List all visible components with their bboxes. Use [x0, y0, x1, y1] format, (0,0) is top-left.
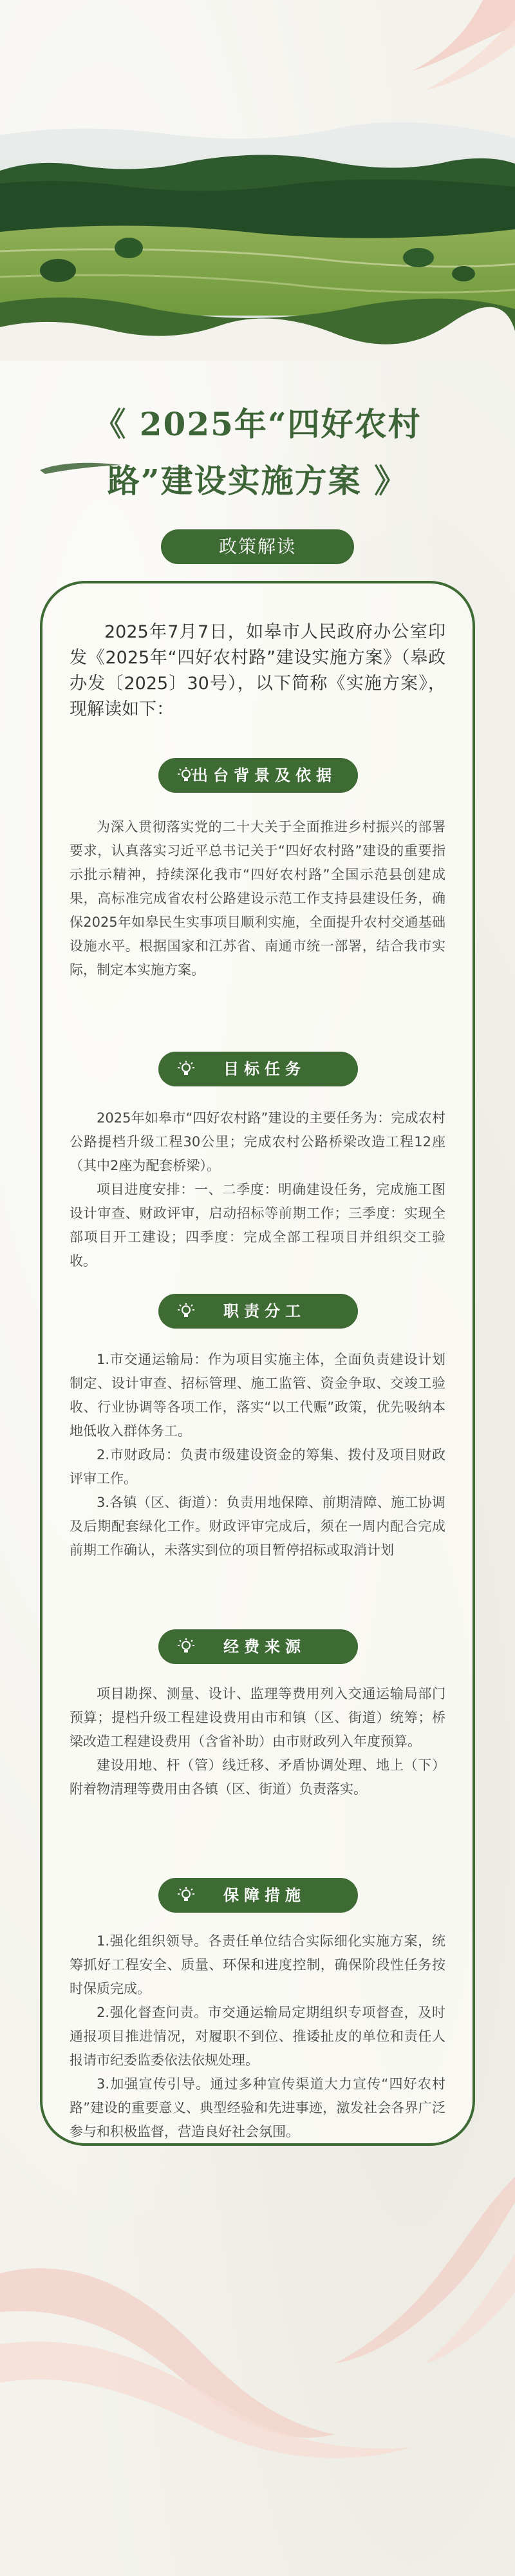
title-line-1: 《 2025年“四好农村	[93, 405, 422, 443]
section-heading-funding	[158, 1629, 358, 1664]
paragraph: 为深入贯彻落实党的二十大关于全面推进乡村振兴的部署要求，认真落实习近平总书记关于“四好农村路”建设的重要指示批示精神，持续深化我市“四好农村路”全国示范县创建成果，高标准完成省农村公路建设示范工作支持县建设任务，确保2025年如皋民生实事项目顺利实施，全面提升农村交通基础设施水平。根据国家和江苏省、南通市统一部署，结合我市实际，制定本实施方案。	[70, 819, 445, 978]
lightbulb-icon	[176, 1637, 196, 1656]
subtitle-badge: 政策解读	[161, 529, 354, 564]
paragraph: 项目进度安排：一、二季度：明确建设任务，完成施工图设计审查、财政评审，启动招标等前期工作；三季度：实现全部项目开工建设；四季度：完成全部工程项目并组织交工验收。	[70, 1182, 445, 1269]
paragraph: 1.强化组织领导。各责任单位结合实际细化实施方案，统筹抓好工程安全、质量、环保和进度控制，确保阶段性任务按时保质完成。	[70, 1933, 445, 1996]
intro-text: 2025年7月7日，如皋市人民政府办公室印发《2025年“四好农村路”建设实施方案》（皋政办发〔2025〕30号），以下简称《实施方案》，现解读如下：	[70, 622, 445, 719]
ribbon-decoration-bottom	[0, 2177, 515, 2473]
section-heading-label: 目标任务	[223, 1060, 306, 1078]
ribbon-decoration-top	[373, 0, 515, 97]
paragraph: 3.各镇（区、街道）：负责用地保障、前期清障、施工协调及后期配套绿化工作。财政评审完成后，须在一周内配合完成前期工作确认，未落实到位的项目暂停招标或取消计划	[70, 1495, 445, 1558]
lightbulb-icon	[176, 1059, 196, 1079]
section-heading-duties	[158, 1294, 358, 1329]
paragraph: 1.市交通运输局：作为项目实施主体，全面负责建设计划制定、设计审查、招标管理、施工监管、资金争取、交竣工验收、行业协调等各项工作，落实“以工代赈”政策，优先吸纳本地低收入群体务工。	[70, 1352, 445, 1439]
brush-swoosh-decoration	[39, 459, 122, 475]
section-heading-safeguards	[158, 1878, 358, 1913]
lightbulb-icon	[176, 766, 196, 785]
section-body-funding	[70, 1682, 445, 1801]
paragraph: 建设用地、杆（管）线迁移、矛盾协调处理、地上（下）附着物清理等费用由各镇（区、街道）负责落实。	[70, 1757, 445, 1797]
section-heading-label: 保障措施	[223, 1886, 306, 1904]
lightbulb-icon	[176, 1886, 196, 1905]
section-heading-label: 职责分工	[223, 1302, 306, 1320]
section-heading-background	[158, 758, 358, 793]
section-heading-goals	[158, 1052, 358, 1086]
paragraph: 2025年如皋市“四好农村路”建设的主要任务为：完成农村公路提档升级工程30公里；完成农村公路桥梁改造工程12座（其中2座为配套桥梁）。	[70, 1110, 445, 1173]
section-body-goals	[70, 1106, 445, 1273]
page-title	[0, 396, 515, 509]
paragraph: 3.加强宣传引导。通过多种宣传渠道大力宣传“四好农村路”建设的重要意义、典型经验和先进事迹，激发社会各界广泛参与和积极监督，营造良好社会氛围。	[70, 2076, 445, 2139]
lightbulb-icon	[176, 1302, 196, 1321]
title-line-2: 路”建设实施方案 》	[107, 462, 408, 500]
section-heading-label: 经费来源	[223, 1638, 306, 1656]
paragraph: 2.强化督查问责。市交通运输局定期组织专项督查，及时通报项目推进情况，对履职不到位、推诿扯皮的单位和责任人报请市纪委监委依法依规处理。	[70, 2005, 445, 2068]
paragraph: 2.市财政局：负责市级建设资金的筹集、拨付及项目财政评审工作。	[70, 1447, 445, 1486]
intro-paragraph	[70, 620, 445, 723]
section-heading-label: 出台背景及依据	[192, 766, 337, 784]
section-body-safeguards	[70, 1929, 445, 2144]
paragraph: 项目勘探、测量、设计、监理等费用列入交通运输局部门预算；提档升级工程建设费用由市和镇（区、街道）统筹；桥梁改造工程建设费用（含省补助）由市财政列入年度预算。	[70, 1686, 445, 1749]
section-body-duties	[70, 1348, 445, 1562]
section-body-background	[70, 815, 445, 982]
landscape-banner-image	[0, 122, 515, 361]
